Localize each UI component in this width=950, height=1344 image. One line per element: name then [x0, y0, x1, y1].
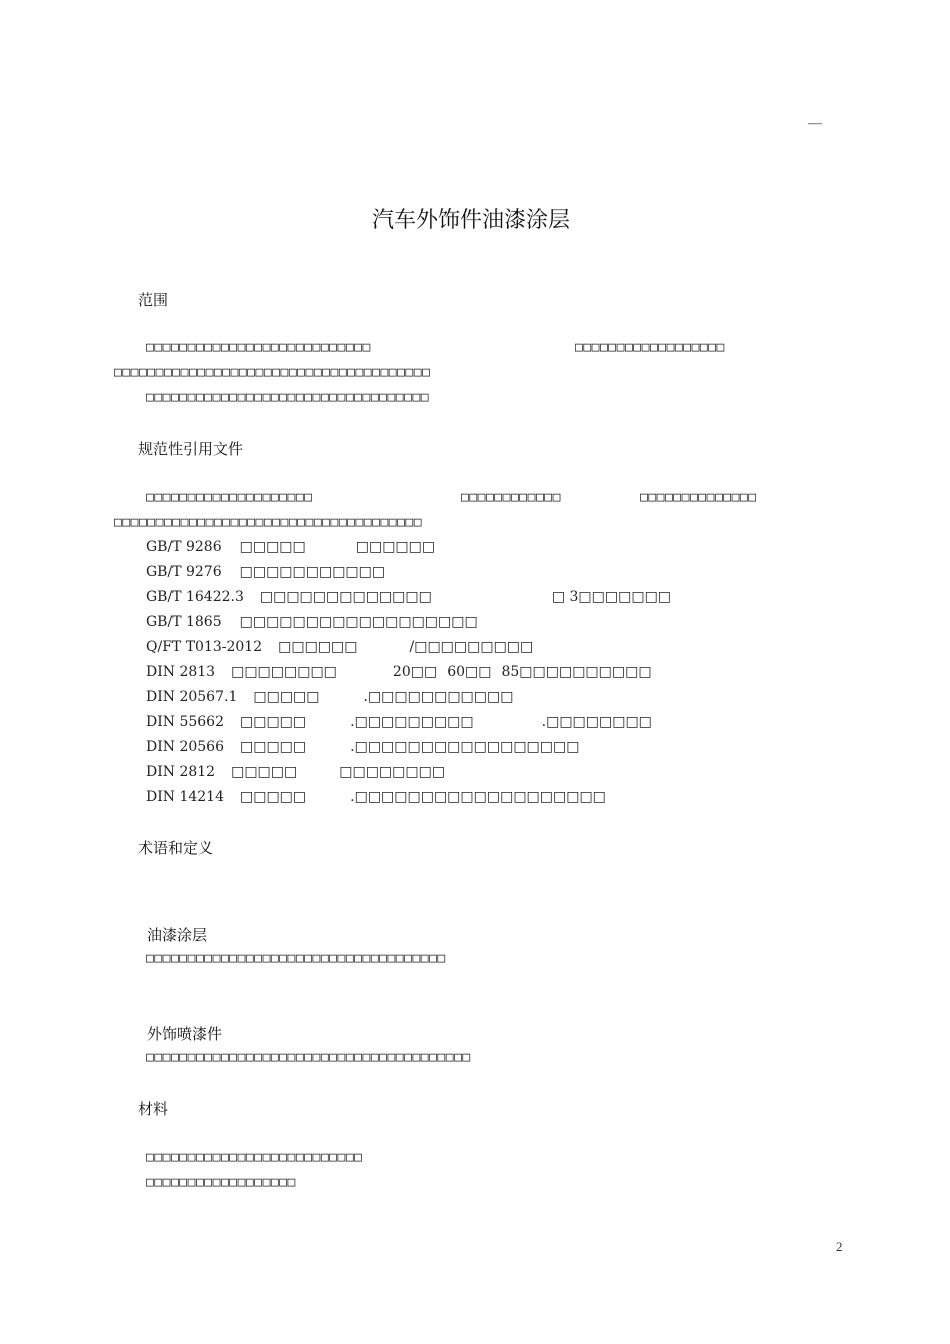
scope-line-3: □□□□□□□□□□□□□□□□□□□□□□□□□□□□□□□□□□ — [146, 390, 430, 405]
reference-item: Q/FT T013-2012 □□□□□□ /□□□□□□□□□ — [146, 639, 534, 655]
reference-item: DIN 20566 □□□□□ .□□□□□□□□□□□□□□□□□ — [146, 739, 580, 755]
normative-intro-2: □□□□□□□□□□□□□□□□□□□□□□□□□□□□□□□□□□□□□ — [114, 515, 423, 530]
section-heading-terms: 术语和定义 — [138, 839, 214, 857]
normative-intro-1a: □□□□□□□□□□□□□□□□□□□□ — [146, 490, 313, 505]
header-dash: — — [808, 116, 822, 131]
reference-item: DIN 2813 □□□□□□□□ 20□□ 60□□ 85□□□□□□□□□□ — [146, 664, 652, 680]
reference-item: DIN 14214 □□□□□ .□□□□□□□□□□□□□□□□□□□ — [146, 789, 606, 805]
term-definition: □□□□□□□□□□□□□□□□□□□□□□□□□□□□□□□□□□□□ — [146, 951, 446, 966]
reference-item: DIN 55662 □□□□□ .□□□□□□□□□ .□□□□□□□□ — [146, 714, 652, 730]
scope-line-1a: □□□□□□□□□□□□□□□□□□□□□□□□□□□ — [146, 340, 371, 355]
term-heading: 油漆涂层 — [147, 926, 208, 944]
reference-item: GB/T 1865 □□□□□□□□□□□□□□□□□□ — [146, 614, 478, 630]
scope-line-2: □□□□□□□□□□□□□□□□□□□□□□□□□□□□□□□□□□□□□□ — [114, 365, 431, 380]
section-heading-materials: 材料 — [138, 1100, 169, 1118]
term-definition: □□□□□□□□□□□□□□□□□□□□□□□□□□□□□□□□□□□□□□□ — [146, 1050, 471, 1065]
materials-line: □□□□□□□□□□□□□□□□□□ — [146, 1175, 296, 1190]
normative-intro-1b: □□□□□□□□□□□□ — [461, 490, 561, 505]
reference-item: DIN 20567.1 □□□□□ .□□□□□□□□□□□ — [146, 689, 514, 705]
page-number: 2 — [836, 1239, 843, 1254]
section-heading-normative: 规范性引用文件 — [138, 440, 244, 458]
materials-line: □□□□□□□□□□□□□□□□□□□□□□□□□□ — [146, 1150, 363, 1165]
reference-item: GB/T 16422.3 □□□□□□□□□□□□□ □ 3□□□□□□□ — [146, 589, 672, 605]
document-title: 汽车外饰件油漆涂层 — [372, 208, 571, 233]
term-heading: 外饰喷漆件 — [147, 1025, 223, 1043]
section-heading-scope: 范围 — [138, 291, 169, 309]
reference-item: GB/T 9276 □□□□□□□□□□□ — [146, 564, 386, 580]
scope-line-1b: □□□□□□□□□□□□□□□□□□ — [575, 340, 725, 355]
normative-intro-1c: □□□□□□□□□□□□□□ — [640, 490, 757, 505]
reference-item: GB/T 9286 □□□□□ □□□□□□ — [146, 539, 436, 555]
reference-item: DIN 2812 □□□□□ □□□□□□□□ — [146, 764, 446, 780]
